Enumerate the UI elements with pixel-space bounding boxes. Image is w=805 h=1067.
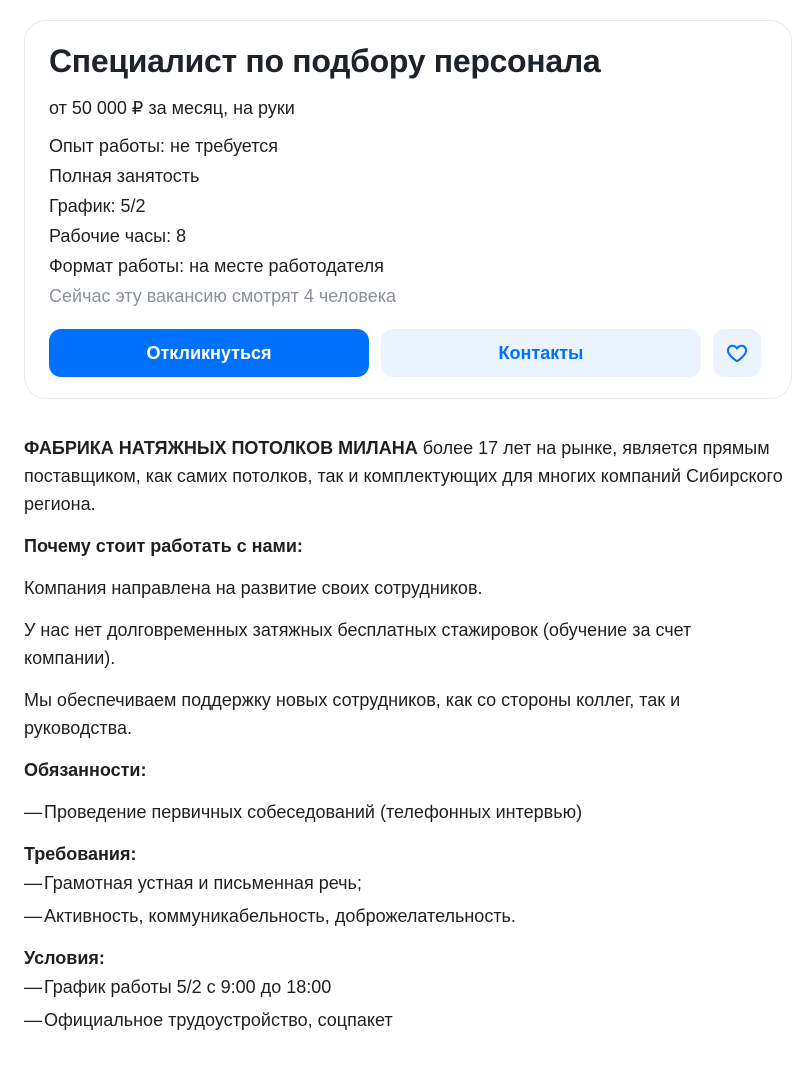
detail-schedule: График: 5/2 [49, 196, 146, 216]
why-item: У нас нет долговременных затяжных бесплатных стажировок (обучение за счет компании). [24, 620, 692, 668]
detail-experience: Опыт работы: не требуется [49, 136, 278, 156]
conditions-section [24, 944, 784, 1034]
why-heading: Почему стоит работать с нами: [24, 536, 303, 556]
contacts-button[interactable]: Контакты [381, 329, 701, 377]
requirement-item [24, 902, 784, 930]
requirement-text: Активность, коммуникабельность, доброжелательность. [44, 906, 516, 926]
favorite-button[interactable] [713, 329, 761, 377]
why-item: Мы обеспечиваем поддержку новых сотрудников, как со стороны коллег, так и руководства. [24, 690, 681, 738]
duty-text: Проведение первичных собеседований (телефонных интервью) [44, 802, 583, 822]
company-name: ФАБРИКА НАТЯЖНЫХ ПОТОЛКОВ МИЛАНА [24, 438, 418, 458]
requirement-item [24, 869, 784, 897]
list-dash: — [24, 873, 42, 893]
requirements-heading: Требования: [24, 844, 137, 864]
duties-section [24, 798, 784, 826]
list-dash: — [24, 906, 42, 926]
company-intro-text: более 17 лет на рынке, является прямым поставщиком, как самих потолков, так и комплектующих для многих компаний Сибирского региона. [24, 438, 783, 514]
respond-button[interactable]: Откликнуться [49, 329, 369, 377]
conditions-list [24, 973, 784, 1034]
duty-item [24, 798, 784, 826]
requirements-section [24, 840, 784, 930]
vacancy-card [24, 20, 792, 399]
condition-item [24, 973, 784, 1001]
detail-hours: Рабочие часы: 8 [49, 226, 187, 246]
duties-heading: Обязанности: [24, 760, 147, 780]
heart-icon [725, 341, 749, 365]
condition-text: Официальное трудоустройство, соцпакет [44, 1010, 393, 1030]
list-dash: — [24, 1010, 42, 1030]
vacancy-title: Специалист по подбору персонала [49, 43, 601, 79]
requirement-text: Грамотная устная и письменная речь; [44, 873, 362, 893]
company-intro [24, 434, 784, 518]
duties-list [24, 798, 784, 826]
viewers-count: Сейчас эту вакансию смотрят 4 человека [49, 286, 397, 306]
vacancy-description [24, 434, 784, 1048]
list-dash: — [24, 977, 42, 997]
vacancy-details [49, 131, 384, 281]
detail-work-format: Формат работы: на месте работодателя [49, 256, 384, 276]
condition-item [24, 1006, 784, 1034]
salary: от 50 000 ₽ за месяц, на руки [49, 98, 295, 118]
list-dash: — [24, 802, 42, 822]
condition-text: График работы 5/2 с 9:00 до 18:00 [44, 977, 332, 997]
detail-employment: Полная занятость [49, 166, 200, 186]
conditions-heading: Условия: [24, 948, 105, 968]
why-item: Компания направлена на развитие своих сотрудников. [24, 578, 483, 598]
requirements-list [24, 869, 784, 930]
